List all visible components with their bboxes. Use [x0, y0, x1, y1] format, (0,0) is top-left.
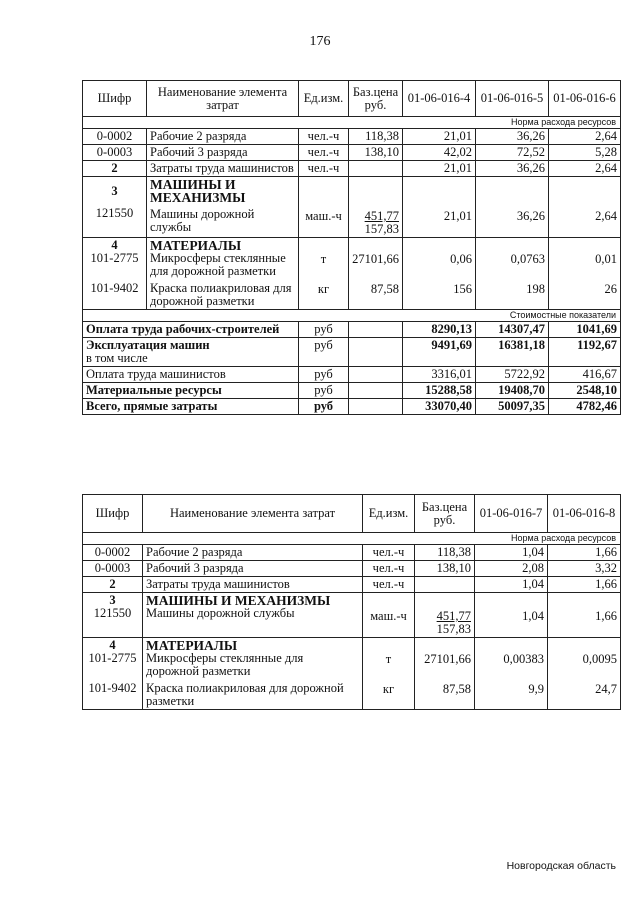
table-row: [83, 129, 621, 145]
cell-unit: чел.-ч: [299, 161, 349, 177]
summary-name: Материальные ресурсы: [83, 383, 299, 399]
summary-value: 16381,18: [476, 338, 549, 367]
section-title: МАШИНЫ И МЕХАНИЗМЫ: [150, 177, 246, 205]
cell-price: 27101,66: [424, 652, 471, 666]
cell-value: 36,26: [476, 161, 549, 177]
table-row: [83, 561, 621, 577]
cost-label: Стоимостные показатели: [83, 310, 621, 322]
summary-value: 9491,69: [403, 338, 476, 367]
table-row: [83, 145, 621, 161]
cell-value: 21,01: [443, 209, 472, 223]
cell-price-secondary: 157,83: [436, 622, 471, 636]
cell-price: 118,38: [349, 129, 403, 145]
cell-unit: т: [385, 652, 392, 666]
cell-name: Краска полиакриловая для дорожной разметки: [146, 681, 344, 708]
cell-value: 0,00383: [503, 652, 544, 666]
cell-value: 0,01: [595, 252, 617, 266]
summary-value: 3316,01: [403, 367, 476, 383]
cell-value: 1,04: [475, 545, 548, 561]
resource-table-2: [82, 494, 621, 710]
section-code: 4: [111, 238, 118, 252]
page-number: 176: [309, 34, 331, 49]
cell-value: 0,06: [450, 252, 472, 266]
cell-value: 42,02: [403, 145, 476, 161]
cell-code: 101-2775: [88, 651, 137, 665]
cell-value: 24,7: [595, 682, 617, 696]
cell-price: [415, 577, 475, 593]
summary-value: 19408,70: [476, 383, 549, 399]
table-row: [83, 577, 621, 593]
cell-value: 156: [453, 282, 472, 296]
cell-price: 27101,66: [352, 252, 399, 266]
header-col-3: 01-06-016-6: [549, 81, 621, 117]
section-materials: [83, 638, 621, 710]
header-code: Шифр: [83, 495, 143, 533]
summary-value: 15288,58: [403, 383, 476, 399]
cell-code: 0-0003: [83, 561, 143, 577]
cell-price-secondary: 157,83: [364, 222, 399, 236]
summary-value: 5722,92: [476, 367, 549, 383]
cell-value: 1,66: [548, 577, 621, 593]
cell-unit: чел.-ч: [363, 577, 415, 593]
table-row: [83, 161, 621, 177]
cell-unit: кг: [382, 682, 395, 696]
cell-name: Рабочий 3 разряда: [143, 561, 363, 577]
footer-region: Новгородская область: [506, 860, 616, 872]
cell-code: 2: [83, 577, 143, 593]
resource-table-1: [82, 80, 621, 415]
cell-value: 2,08: [475, 561, 548, 577]
cell-name: Микросферы стеклянные для дорожной разметки: [146, 651, 304, 678]
header-price: Баз.цена руб.: [349, 81, 403, 117]
header-col-1: 01-06-016-7: [475, 495, 548, 533]
summary-row: [83, 338, 621, 367]
section-code: 3: [109, 593, 116, 607]
cell-price: 118,38: [415, 545, 475, 561]
summary-row: [83, 322, 621, 338]
cell-unit: т: [320, 252, 327, 266]
summary-value: 2548,10: [549, 383, 621, 399]
cell-code: 2: [83, 161, 147, 177]
cell-unit: чел.-ч: [299, 129, 349, 145]
cell-price: 138,10: [415, 561, 475, 577]
summary-row: [83, 367, 621, 383]
section-code: 3: [111, 184, 118, 198]
cell-name: Рабочие 2 разряда: [143, 545, 363, 561]
section-title: МАТЕРИАЛЫ: [146, 638, 238, 653]
summary-value: 33070,40: [403, 399, 476, 415]
cell-value: 2,64: [549, 161, 621, 177]
header-price: Баз.цена руб.: [415, 495, 475, 533]
cell-unit: кг: [317, 282, 330, 296]
summary-value: 1041,69: [549, 322, 621, 338]
cell-value: 1,66: [548, 545, 621, 561]
header-name: Наименование элемента затрат: [147, 81, 299, 117]
cell-code: 0-0002: [83, 545, 143, 561]
cell-value: 5,28: [549, 145, 621, 161]
header-col-2: 01-06-016-8: [548, 495, 621, 533]
summary-value: 1192,67: [549, 338, 621, 367]
header-code: Шифр: [83, 81, 147, 117]
table-header: [83, 495, 621, 533]
cell-value: 3,32: [548, 561, 621, 577]
summary-value: 14307,47: [476, 322, 549, 338]
cell-unit: маш.-ч: [370, 609, 407, 623]
summary-value: 8290,13: [403, 322, 476, 338]
summary-unit: руб: [299, 367, 349, 383]
cell-price: 87,58: [442, 682, 471, 696]
cell-value: 9,9: [528, 682, 544, 696]
cell-value: 1,04: [522, 609, 544, 623]
summary-name: Всего, прямые затраты: [83, 399, 299, 415]
norm-label: Норма расхода ресурсов: [83, 117, 621, 129]
cell-value: 0,0095: [582, 652, 617, 666]
cell-value: 1,66: [595, 609, 617, 623]
cell-value: 36,26: [476, 129, 549, 145]
cell-code: 101-9402: [88, 681, 137, 695]
cell-price: 87,58: [370, 282, 399, 296]
summary-value: 4782,46: [549, 399, 621, 415]
cell-value: 21,01: [403, 161, 476, 177]
cell-code: 121550: [95, 206, 134, 220]
cell-value: 72,52: [476, 145, 549, 161]
summary-row: [83, 399, 621, 415]
cell-name: Краска полиакриловая для дорожной разметки: [150, 281, 292, 308]
cell-unit: чел.-ч: [363, 561, 415, 577]
header-unit: Ед.изм.: [363, 495, 415, 533]
section-title: МАТЕРИАЛЫ: [150, 238, 242, 253]
cell-price: 451,77: [364, 209, 399, 223]
cell-code: 101-9402: [90, 281, 139, 295]
summary-name: Эксплуатация машин: [86, 338, 210, 352]
section-machines: [83, 593, 621, 638]
cell-name: Микросферы стеклянные для дорожной разметки: [150, 251, 286, 278]
cell-name: Рабочие 2 разряда: [147, 129, 299, 145]
summary-sub: в том числе: [86, 351, 148, 365]
cell-name: Машины дорожной службы: [150, 207, 255, 234]
cell-value: 2,64: [549, 129, 621, 145]
section-machines: [83, 177, 621, 238]
cell-code: 0-0002: [83, 129, 147, 145]
summary-unit: руб: [299, 399, 349, 415]
header-unit: Ед.изм.: [299, 81, 349, 117]
cell-unit: маш.-ч: [305, 209, 342, 223]
cell-name: Рабочий 3 разряда: [147, 145, 299, 161]
section-materials: [83, 238, 621, 310]
cell-value: 2,64: [595, 209, 617, 223]
summary-name: Оплата труда рабочих-строителей: [83, 322, 299, 338]
cell-value: 1,04: [475, 577, 548, 593]
cell-code: 101-2775: [90, 251, 139, 265]
cell-value: 0,0763: [510, 252, 545, 266]
cell-unit: чел.-ч: [299, 145, 349, 161]
summary-name: Оплата труда машинистов: [83, 367, 299, 383]
summary-value: 50097,35: [476, 399, 549, 415]
section-code: 4: [109, 638, 116, 652]
norm-label: Норма расхода ресурсов: [83, 533, 621, 545]
section-title: МАШИНЫ И МЕХАНИЗМЫ: [146, 593, 331, 608]
cell-value: 21,01: [403, 129, 476, 145]
cell-name: Затраты труда машинистов: [147, 161, 299, 177]
cell-price: [349, 161, 403, 177]
header-col-1: 01-06-016-4: [403, 81, 476, 117]
cell-value: 26: [604, 282, 617, 296]
table-header: [83, 81, 621, 117]
summary-unit: руб: [299, 383, 349, 399]
header-name: Наименование элемента затрат: [143, 495, 363, 533]
cell-unit: чел.-ч: [363, 545, 415, 561]
cell-code: 121550: [93, 606, 132, 620]
cell-price: 451,77: [436, 609, 471, 623]
table-row: [83, 545, 621, 561]
summary-row: [83, 383, 621, 399]
cell-value: 198: [526, 282, 545, 296]
header-col-2: 01-06-016-5: [476, 81, 549, 117]
summary-value: 416,67: [549, 367, 621, 383]
cell-name: Машины дорожной службы: [146, 606, 295, 620]
cell-code: 0-0003: [83, 145, 147, 161]
summary-unit: руб: [299, 322, 349, 338]
cell-name: Затраты труда машинистов: [143, 577, 363, 593]
cell-price: 138,10: [349, 145, 403, 161]
cell-value: 36,26: [516, 209, 545, 223]
summary-unit: руб: [299, 338, 349, 367]
